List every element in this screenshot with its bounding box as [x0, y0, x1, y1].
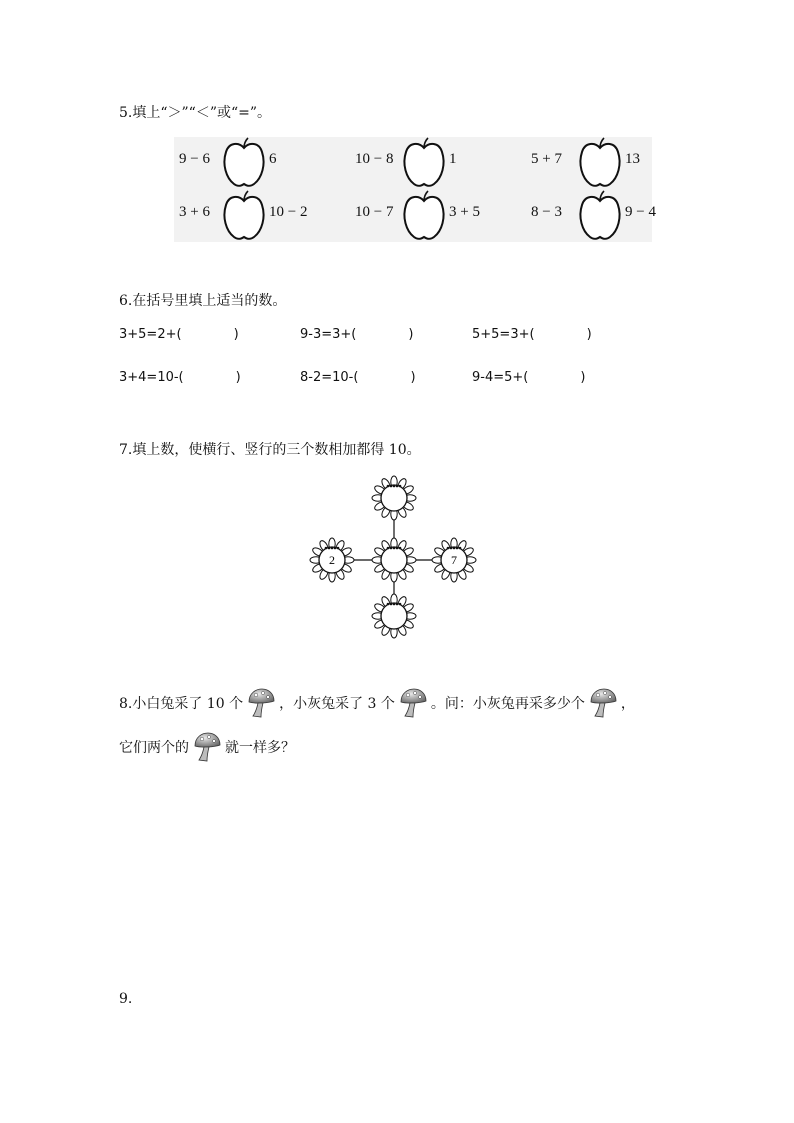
- apple-blank-icon[interactable]: [221, 137, 267, 189]
- question-7-title: 7.填上数，使横行、竖行的三个数相加都得 10。: [119, 442, 421, 458]
- flower-cross-diagram: [300, 470, 490, 640]
- mushroom-icon: [399, 688, 427, 718]
- comparison-left-expression: 8 − 3: [531, 204, 562, 220]
- question-5-title: 5.填上“＞”“＜”或“=”。: [119, 105, 272, 121]
- flower-bottom[interactable]: [372, 594, 416, 638]
- mushroom-icon: [589, 688, 617, 718]
- blank-equation: 8-2=10-(: [300, 370, 359, 385]
- comparison-item: [179, 190, 349, 242]
- question-8-line-2: [119, 732, 295, 762]
- blank-equation: 3+5=2+(: [119, 327, 182, 342]
- closing-paren: ): [235, 370, 241, 385]
- flower-left: [310, 538, 354, 582]
- fill-blank-item: [300, 370, 416, 385]
- fill-blank-item: [300, 327, 413, 342]
- apple-blank-icon[interactable]: [401, 137, 447, 189]
- apple-blank-icon[interactable]: [577, 190, 623, 242]
- fill-blank-item: [472, 370, 585, 385]
- fill-blank-item: [472, 327, 592, 342]
- flower-center[interactable]: [372, 538, 416, 582]
- comparison-item: [531, 190, 701, 242]
- comparison-item: [531, 137, 701, 189]
- apple-blank-icon[interactable]: [577, 137, 623, 189]
- blank-equation: 9-3=3+(: [300, 327, 357, 342]
- comparison-right-expression: 3 + 5: [449, 204, 480, 220]
- q8-text-1c: 。问：小灰兔再采多少个: [430, 696, 585, 712]
- mushroom-icon: [193, 732, 221, 762]
- blank-equation: 5+5=3+(: [472, 327, 535, 342]
- blank-equation: 9-4=5+(: [472, 370, 529, 385]
- comparison-left-expression: 5 + 7: [531, 151, 562, 167]
- q8-text-1d: ，: [620, 696, 635, 712]
- question-6-title: 6.在括号里填上适当的数。: [119, 293, 287, 309]
- flower-right: [432, 538, 476, 582]
- fill-blank-item: [119, 327, 239, 342]
- fill-blank-item: [119, 370, 241, 385]
- apple-comparison-panel: [174, 137, 656, 242]
- flower-number: 7: [451, 553, 457, 567]
- comparison-right-expression: 6: [269, 151, 277, 167]
- comparison-left-expression: 3 + 6: [179, 204, 210, 220]
- closing-paren: ): [233, 327, 239, 342]
- closing-paren: ): [586, 327, 592, 342]
- q8-text-1a: 8.小白兔采了 10 个: [119, 696, 244, 712]
- comparison-left-expression: 9 − 6: [179, 151, 210, 167]
- flower-number: 2: [329, 553, 335, 567]
- comparison-right-expression: 10 − 2: [269, 204, 308, 220]
- q8-text-2a: 它们两个的: [119, 740, 189, 756]
- closing-paren: ): [580, 370, 586, 385]
- comparison-left-expression: 10 − 8: [355, 151, 394, 167]
- comparison-right-expression: 1: [449, 151, 457, 167]
- closing-paren: ): [408, 327, 414, 342]
- closing-paren: ): [410, 370, 416, 385]
- comparison-item: [179, 137, 349, 189]
- mushroom-icon: [247, 688, 275, 718]
- question-8-line-1: [119, 688, 635, 718]
- blank-equation: 3+4=10-(: [119, 370, 184, 385]
- flower-top[interactable]: [372, 476, 416, 520]
- comparison-right-expression: 13: [625, 151, 640, 167]
- comparison-item: [355, 190, 525, 242]
- comparison-left-expression: 10 − 7: [355, 204, 394, 220]
- question-9-title: 9.: [119, 991, 133, 1007]
- q8-text-2b: 就一样多？: [225, 740, 295, 756]
- q8-text-1b: ，小灰兔采了 3 个: [279, 696, 395, 712]
- apple-blank-icon[interactable]: [401, 190, 447, 242]
- comparison-right-expression: 9 − 4: [625, 204, 656, 220]
- apple-blank-icon[interactable]: [221, 190, 267, 242]
- comparison-item: [355, 137, 525, 189]
